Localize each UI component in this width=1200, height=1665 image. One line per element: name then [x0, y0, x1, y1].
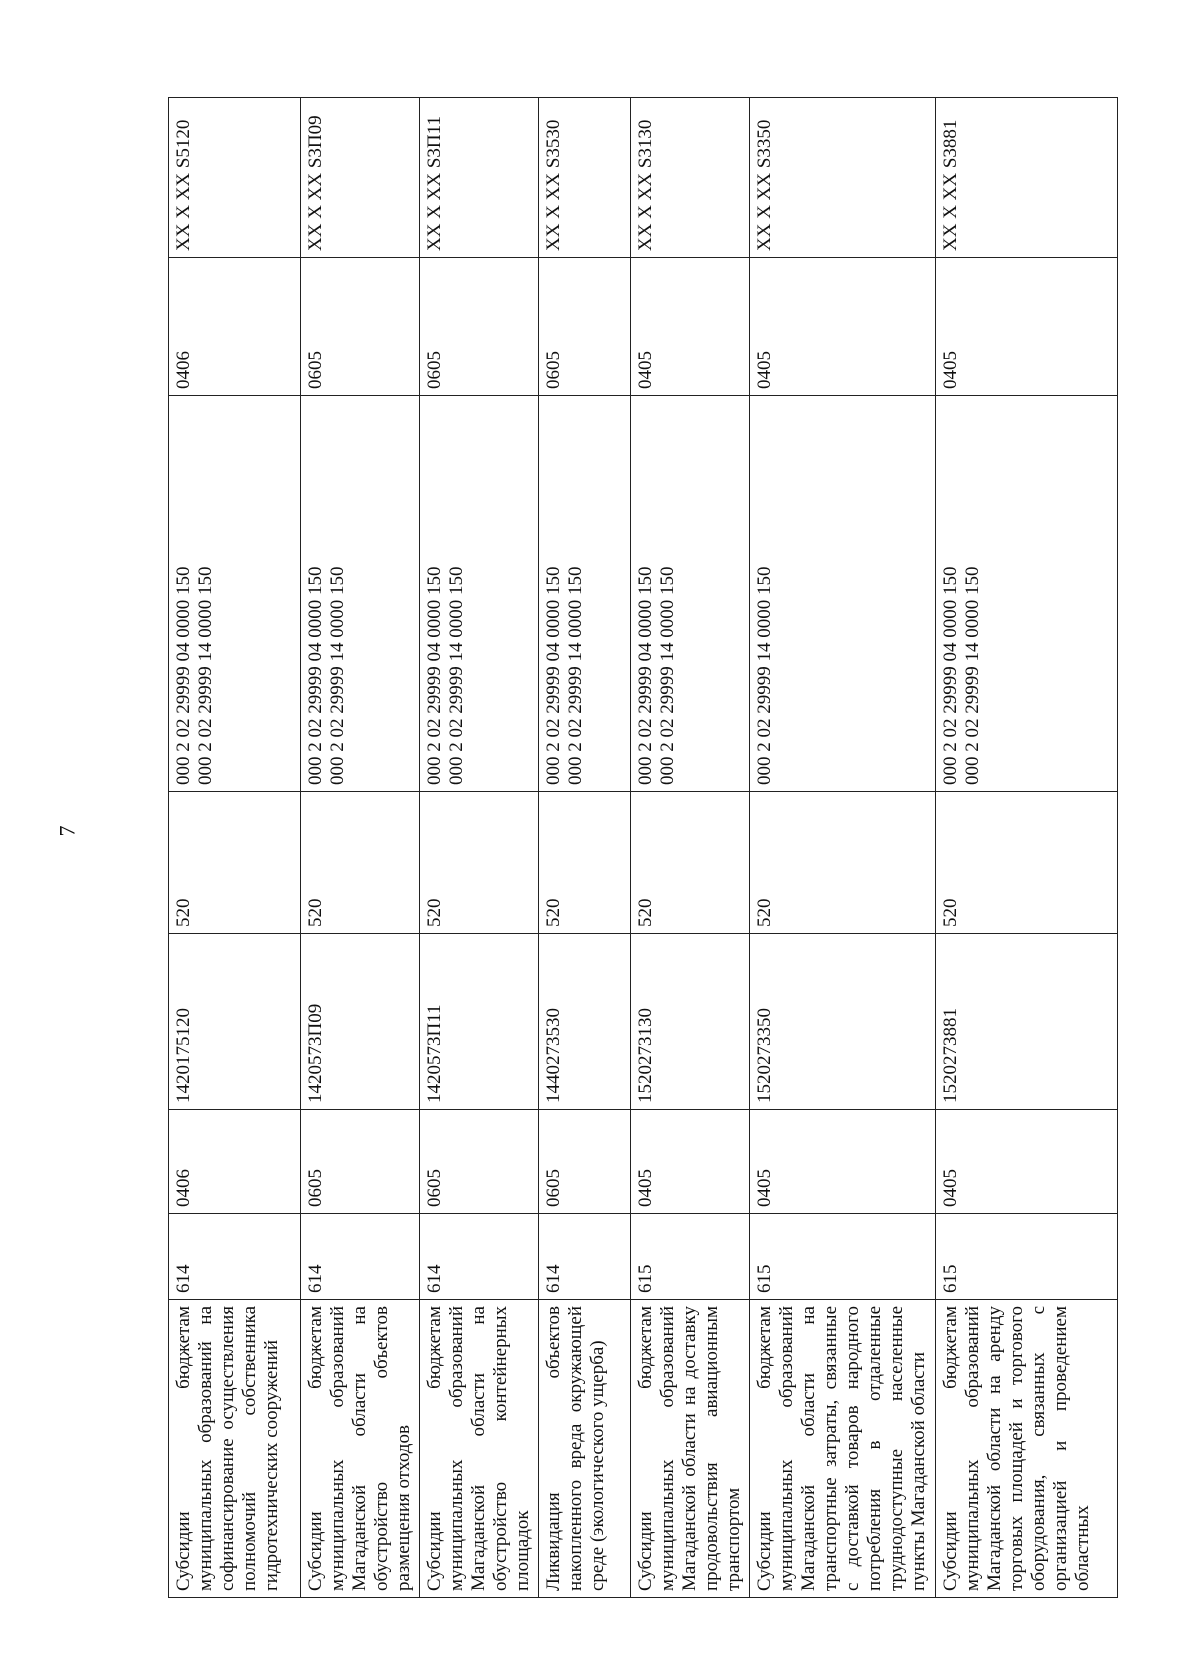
table-row: [420, 98, 539, 1598]
subsidy-description-cell: Субсидии бюджетам муниципальных образований Магаданской области на доставку продовольствия авиационным транспортом: [631, 1300, 750, 1598]
revenue-code: 000 2 02 29999 14 0000 150: [962, 566, 983, 785]
section-code-cell: 0405: [936, 1110, 1118, 1214]
table-row: [936, 98, 1118, 1598]
expense-type-cell: 520: [936, 792, 1118, 934]
revenue-code: 000 2 02 29999 04 0000 150: [543, 566, 564, 785]
revenue-code: 000 2 02 29999 14 0000 150: [195, 566, 216, 785]
revenue-code: 000 2 02 29999 14 0000 150: [565, 566, 586, 785]
local-section-code-cell: 0605: [420, 258, 539, 396]
section-code-cell: 0605: [420, 1110, 539, 1214]
local-target-code-cell: XX X XX S3881: [936, 98, 1118, 258]
section-code-cell: 0405: [631, 1110, 750, 1214]
revenue-code: 000 2 02 29999 14 0000 150: [754, 566, 775, 785]
local-section-code-cell: 0605: [539, 258, 631, 396]
revenue-codes-cell: [169, 396, 301, 792]
revenue-code: 000 2 02 29999 04 0000 150: [173, 566, 194, 785]
expense-type-cell: 520: [301, 792, 420, 934]
target-article-cell: 1420573П09: [301, 934, 420, 1110]
admin-code-cell: 614: [539, 1214, 631, 1300]
revenue-codes-cell: [631, 396, 750, 792]
local-section-code-cell: 0406: [169, 258, 301, 396]
section-code-cell: 0405: [750, 1110, 936, 1214]
target-article-cell: 1420175120: [169, 934, 301, 1110]
revenue-code: 000 2 02 29999 04 0000 150: [305, 566, 326, 785]
subsidy-description-cell: Субсидии бюджетам муниципальных образований Магаданской области на обустройство контейнерных площадок: [420, 1300, 539, 1598]
revenue-code: 000 2 02 29999 14 0000 150: [327, 566, 348, 785]
table-row: [169, 98, 301, 1598]
section-code-cell: 0406: [169, 1110, 301, 1214]
expense-type-cell: 520: [539, 792, 631, 934]
expense-type-cell: 520: [420, 792, 539, 934]
revenue-codes-cell: [301, 396, 420, 792]
revenue-code: 000 2 02 29999 14 0000 150: [657, 566, 678, 785]
revenue-code: 000 2 02 29999 04 0000 150: [424, 566, 445, 785]
admin-code-cell: 615: [631, 1214, 750, 1300]
local-target-code-cell: XX X XX S5120: [169, 98, 301, 258]
target-article-cell: 1520273350: [750, 934, 936, 1110]
revenue-code: 000 2 02 29999 04 0000 150: [635, 566, 656, 785]
target-article-cell: 1440273530: [539, 934, 631, 1110]
section-code-cell: 0605: [301, 1110, 420, 1214]
table-body: [169, 98, 1118, 1598]
target-article-cell: 1520273130: [631, 934, 750, 1110]
revenue-codes-cell: [936, 396, 1118, 792]
local-section-code-cell: 0405: [750, 258, 936, 396]
revenue-codes-cell: [539, 396, 631, 792]
local-target-code-cell: XX X XX S3П09: [301, 98, 420, 258]
table-row: [301, 98, 420, 1598]
revenue-code: 000 2 02 29999 14 0000 150: [446, 566, 467, 785]
subsidies-table: [168, 97, 1118, 1598]
target-article-cell: 1520273881: [936, 934, 1118, 1110]
table-row: [631, 98, 750, 1598]
local-section-code-cell: 0605: [301, 258, 420, 396]
local-section-code-cell: 0405: [631, 258, 750, 396]
revenue-codes-cell: [420, 396, 539, 792]
rotated-table-container: [168, 98, 1093, 1598]
subsidy-description-cell: Субсидии бюджетам муниципальных образований на софинансирование осуществления полномочий собственника гидротехнических сооружений: [169, 1300, 301, 1598]
target-article-cell: 1420573П11: [420, 934, 539, 1110]
local-section-code-cell: 0405: [936, 258, 1118, 396]
local-target-code-cell: XX X XX S3350: [750, 98, 936, 258]
expense-type-cell: 520: [169, 792, 301, 934]
admin-code-cell: 614: [420, 1214, 539, 1300]
table-row: [750, 98, 936, 1598]
expense-type-cell: 520: [631, 792, 750, 934]
subsidy-description-cell: Ликвидация объектов накопленного вреда окружающей среде (экологического ущерба): [539, 1300, 631, 1598]
admin-code-cell: 615: [936, 1214, 1118, 1300]
expense-type-cell: 520: [750, 792, 936, 934]
admin-code-cell: 614: [301, 1214, 420, 1300]
page-number: 7: [54, 825, 80, 837]
local-target-code-cell: XX X XX S3530: [539, 98, 631, 258]
table-row: [539, 98, 631, 1598]
admin-code-cell: 615: [750, 1214, 936, 1300]
subsidy-description-cell: Субсидии бюджетам муниципальных образований Магаданской области на транспортные затраты, связанные с доставкой товаров народного потребления в отдаленные труднодоступные населенные пункты Магаданской области: [750, 1300, 936, 1598]
revenue-codes-cell: [750, 396, 936, 792]
local-target-code-cell: XX X XX S3130: [631, 98, 750, 258]
local-target-code-cell: XX X XX S3П11: [420, 98, 539, 258]
admin-code-cell: 614: [169, 1214, 301, 1300]
subsidy-description-cell: Субсидии бюджетам муниципальных образований Магаданской области на обустройство объектов размещения отходов: [301, 1300, 420, 1598]
revenue-code: 000 2 02 29999 04 0000 150: [940, 566, 961, 785]
subsidy-description-cell: Субсидии бюджетам муниципальных образований Магаданской области на аренду торговых площадей и торгового оборудования, связанных с организацией и проведением областных: [936, 1300, 1118, 1598]
section-code-cell: 0605: [539, 1110, 631, 1214]
